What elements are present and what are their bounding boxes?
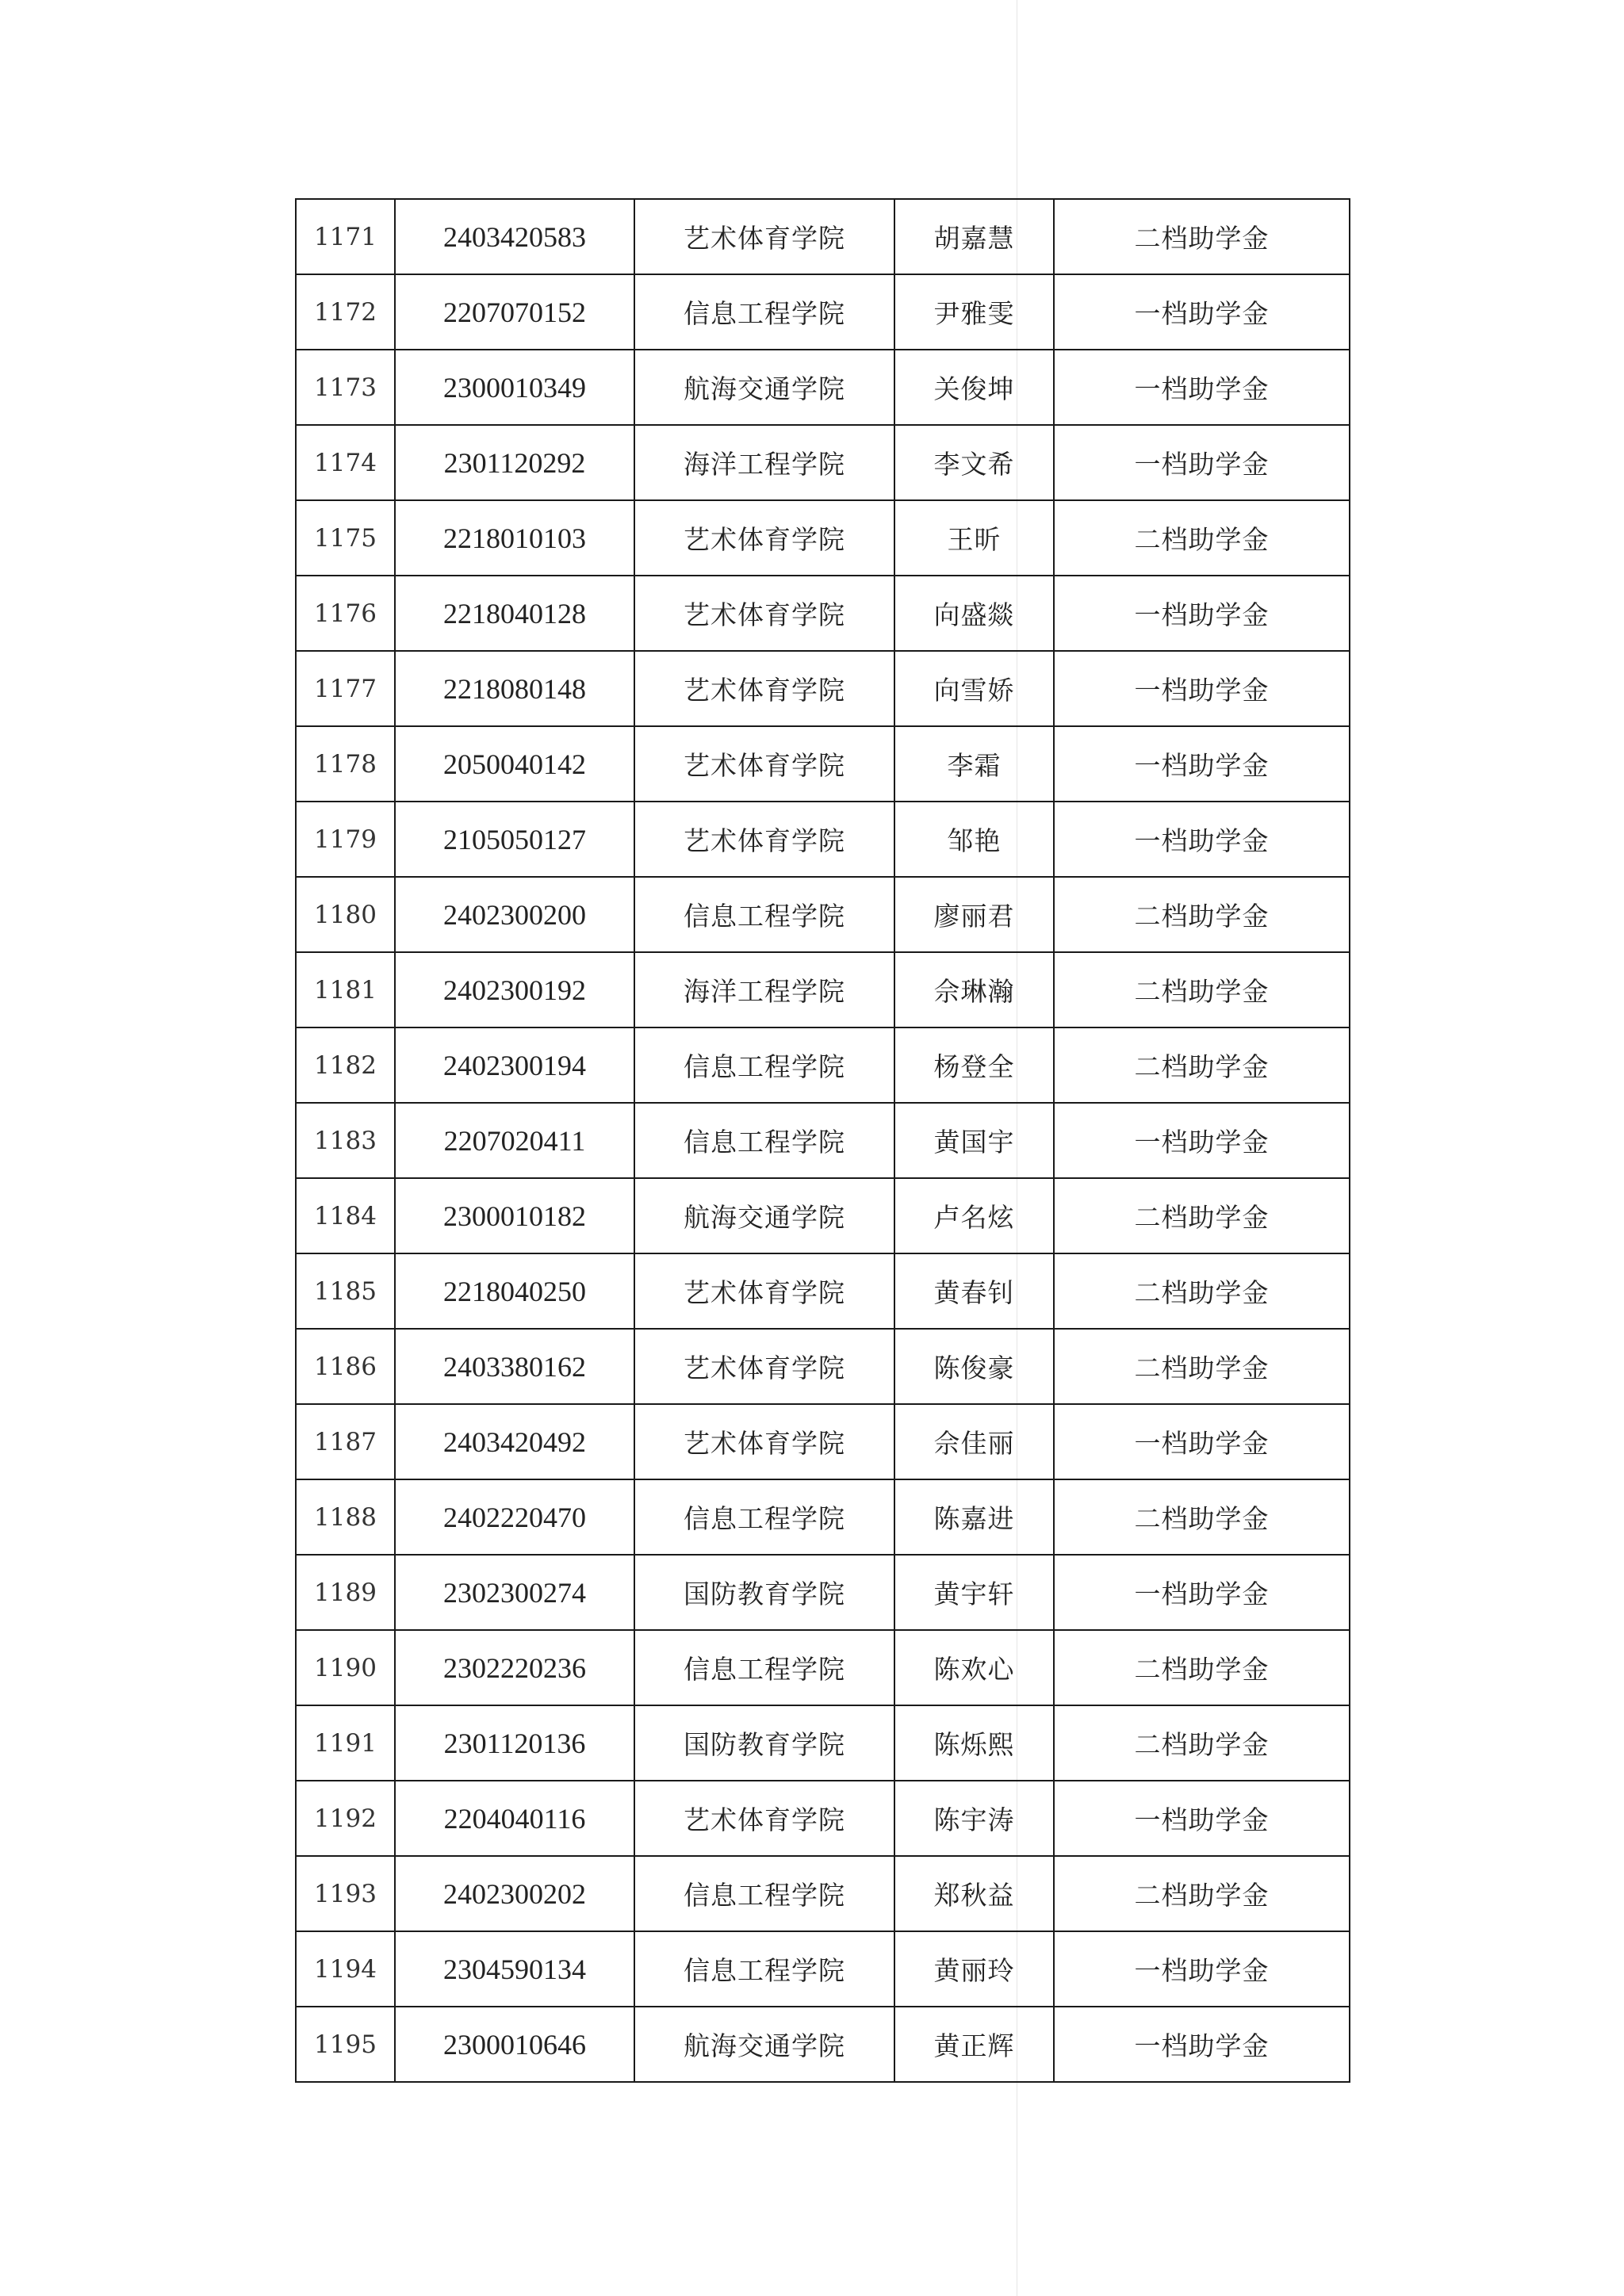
student-name-cell: 陈欢心 [894, 1630, 1054, 1705]
student-id-cell: 2207020411 [395, 1103, 634, 1178]
roster-table-body [296, 199, 1350, 2082]
table-row [296, 1931, 1350, 2007]
table-row [296, 199, 1350, 274]
student-id-cell: 2218040128 [395, 576, 634, 651]
college-cell: 国防教育学院 [634, 1705, 894, 1781]
grant-level-cell: 一档助学金 [1054, 1781, 1350, 1856]
college-cell: 艺术体育学院 [634, 1329, 894, 1404]
grant-level-cell: 一档助学金 [1054, 1555, 1350, 1630]
seq-cell: 1174 [296, 425, 395, 500]
table-row [296, 1856, 1350, 1931]
seq-cell: 1195 [296, 2007, 395, 2082]
grant-level-cell: 一档助学金 [1054, 1404, 1350, 1479]
grant-level-cell: 一档助学金 [1054, 274, 1350, 350]
student-name-cell: 黄国宇 [894, 1103, 1054, 1178]
seq-cell: 1192 [296, 1781, 395, 1856]
college-cell: 艺术体育学院 [634, 500, 894, 576]
student-id-cell: 2207070152 [395, 274, 634, 350]
table-row [296, 651, 1350, 726]
student-name-cell: 李文希 [894, 425, 1054, 500]
seq-cell: 1175 [296, 500, 395, 576]
student-name-cell: 卢名炫 [894, 1178, 1054, 1253]
grant-level-cell: 二档助学金 [1054, 1630, 1350, 1705]
student-name-cell: 胡嘉慧 [894, 199, 1054, 274]
student-id-cell: 2403380162 [395, 1329, 634, 1404]
college-cell: 艺术体育学院 [634, 1781, 894, 1856]
college-cell: 艺术体育学院 [634, 1404, 894, 1479]
student-id-cell: 2302300274 [395, 1555, 634, 1630]
student-name-cell: 黄宇轩 [894, 1555, 1054, 1630]
grant-level-cell: 一档助学金 [1054, 2007, 1350, 2082]
table-row [296, 1630, 1350, 1705]
college-cell: 艺术体育学院 [634, 802, 894, 877]
student-name-cell: 黄正辉 [894, 2007, 1054, 2082]
grant-level-cell: 一档助学金 [1054, 1103, 1350, 1178]
table-row [296, 274, 1350, 350]
seq-cell: 1176 [296, 576, 395, 651]
table-row [296, 802, 1350, 877]
grant-level-cell: 一档助学金 [1054, 726, 1350, 802]
table-row [296, 952, 1350, 1027]
student-name-cell: 杨登全 [894, 1027, 1054, 1103]
college-cell: 信息工程学院 [634, 1103, 894, 1178]
student-id-cell: 2300010182 [395, 1178, 634, 1253]
student-name-cell: 陈烁熙 [894, 1705, 1054, 1781]
seq-cell: 1184 [296, 1178, 395, 1253]
seq-cell: 1183 [296, 1103, 395, 1178]
student-name-cell: 李霜 [894, 726, 1054, 802]
seq-cell: 1188 [296, 1479, 395, 1555]
seq-cell: 1172 [296, 274, 395, 350]
student-name-cell: 陈俊豪 [894, 1329, 1054, 1404]
college-cell: 信息工程学院 [634, 1630, 894, 1705]
table-row [296, 1705, 1350, 1781]
student-id-cell: 2218080148 [395, 651, 634, 726]
seq-cell: 1194 [296, 1931, 395, 2007]
college-cell: 艺术体育学院 [634, 651, 894, 726]
student-name-cell: 黄丽玲 [894, 1931, 1054, 2007]
grant-level-cell: 一档助学金 [1054, 350, 1350, 425]
grant-level-cell: 一档助学金 [1054, 651, 1350, 726]
grant-level-cell: 二档助学金 [1054, 1178, 1350, 1253]
student-id-cell: 2300010349 [395, 350, 634, 425]
college-cell: 海洋工程学院 [634, 952, 894, 1027]
seq-cell: 1171 [296, 199, 395, 274]
grant-level-cell: 二档助学金 [1054, 500, 1350, 576]
student-name-cell: 尹雅雯 [894, 274, 1054, 350]
student-id-cell: 2105050127 [395, 802, 634, 877]
table-row [296, 1404, 1350, 1479]
college-cell: 艺术体育学院 [634, 1253, 894, 1329]
seq-cell: 1179 [296, 802, 395, 877]
student-id-cell: 2300010646 [395, 2007, 634, 2082]
student-name-cell: 黄春钊 [894, 1253, 1054, 1329]
college-cell: 信息工程学院 [634, 1931, 894, 2007]
seq-cell: 1187 [296, 1404, 395, 1479]
student-name-cell: 佘佳丽 [894, 1404, 1054, 1479]
table-row [296, 576, 1350, 651]
grant-level-cell: 二档助学金 [1054, 1329, 1350, 1404]
seq-cell: 1181 [296, 952, 395, 1027]
table-row [296, 425, 1350, 500]
student-name-cell: 关俊坤 [894, 350, 1054, 425]
grant-level-cell: 二档助学金 [1054, 1856, 1350, 1931]
seq-cell: 1177 [296, 651, 395, 726]
college-cell: 艺术体育学院 [634, 726, 894, 802]
student-id-cell: 2402300202 [395, 1856, 634, 1931]
student-id-cell: 2403420583 [395, 199, 634, 274]
seq-cell: 1186 [296, 1329, 395, 1404]
grant-level-cell: 一档助学金 [1054, 425, 1350, 500]
student-id-cell: 2301120292 [395, 425, 634, 500]
grant-level-cell: 二档助学金 [1054, 877, 1350, 952]
seq-cell: 1190 [296, 1630, 395, 1705]
student-id-cell: 2218010103 [395, 500, 634, 576]
student-id-cell: 2403420492 [395, 1404, 634, 1479]
college-cell: 艺术体育学院 [634, 199, 894, 274]
grant-level-cell: 二档助学金 [1054, 199, 1350, 274]
table-row [296, 1178, 1350, 1253]
seq-cell: 1193 [296, 1856, 395, 1931]
college-cell: 信息工程学院 [634, 877, 894, 952]
student-id-cell: 2301120136 [395, 1705, 634, 1781]
student-id-cell: 2402220470 [395, 1479, 634, 1555]
table-row [296, 1253, 1350, 1329]
grant-level-cell: 二档助学金 [1054, 1027, 1350, 1103]
table-row [296, 1103, 1350, 1178]
table-row [296, 1027, 1350, 1103]
student-name-cell: 郑秋益 [894, 1856, 1054, 1931]
student-name-cell: 陈宇涛 [894, 1781, 1054, 1856]
student-name-cell: 王昕 [894, 500, 1054, 576]
seq-cell: 1180 [296, 877, 395, 952]
grant-level-cell: 二档助学金 [1054, 952, 1350, 1027]
student-name-cell: 陈嘉进 [894, 1479, 1054, 1555]
table-row [296, 350, 1350, 425]
seq-cell: 1173 [296, 350, 395, 425]
grant-level-cell: 一档助学金 [1054, 802, 1350, 877]
table-row [296, 877, 1350, 952]
table-row [296, 500, 1350, 576]
student-id-cell: 2402300200 [395, 877, 634, 952]
table-row [296, 2007, 1350, 2082]
college-cell: 信息工程学院 [634, 1856, 894, 1931]
student-id-cell: 2402300192 [395, 952, 634, 1027]
student-id-cell: 2204040116 [395, 1781, 634, 1856]
table-row [296, 1781, 1350, 1856]
student-id-cell: 2304590134 [395, 1931, 634, 2007]
table-row [296, 1329, 1350, 1404]
college-cell: 艺术体育学院 [634, 576, 894, 651]
college-cell: 航海交通学院 [634, 1178, 894, 1253]
grant-level-cell: 二档助学金 [1054, 1479, 1350, 1555]
student-name-cell: 向雪娇 [894, 651, 1054, 726]
seq-cell: 1185 [296, 1253, 395, 1329]
scholarship-roster-table [295, 198, 1350, 2083]
grant-level-cell: 一档助学金 [1054, 576, 1350, 651]
grant-level-cell: 二档助学金 [1054, 1253, 1350, 1329]
seq-cell: 1182 [296, 1027, 395, 1103]
student-name-cell: 廖丽君 [894, 877, 1054, 952]
college-cell: 海洋工程学院 [634, 425, 894, 500]
student-id-cell: 2302220236 [395, 1630, 634, 1705]
student-name-cell: 向盛燚 [894, 576, 1054, 651]
college-cell: 信息工程学院 [634, 1027, 894, 1103]
college-cell: 国防教育学院 [634, 1555, 894, 1630]
student-name-cell: 佘琳瀚 [894, 952, 1054, 1027]
seq-cell: 1191 [296, 1705, 395, 1781]
college-cell: 航海交通学院 [634, 2007, 894, 2082]
grant-level-cell: 二档助学金 [1054, 1705, 1350, 1781]
college-cell: 航海交通学院 [634, 350, 894, 425]
student-id-cell: 2218040250 [395, 1253, 634, 1329]
grant-level-cell: 一档助学金 [1054, 1931, 1350, 2007]
table-row [296, 1555, 1350, 1630]
student-name-cell: 邹艳 [894, 802, 1054, 877]
seq-cell: 1178 [296, 726, 395, 802]
table-row [296, 1479, 1350, 1555]
student-id-cell: 2050040142 [395, 726, 634, 802]
table-row [296, 726, 1350, 802]
student-id-cell: 2402300194 [395, 1027, 634, 1103]
college-cell: 信息工程学院 [634, 1479, 894, 1555]
seq-cell: 1189 [296, 1555, 395, 1630]
college-cell: 信息工程学院 [634, 274, 894, 350]
